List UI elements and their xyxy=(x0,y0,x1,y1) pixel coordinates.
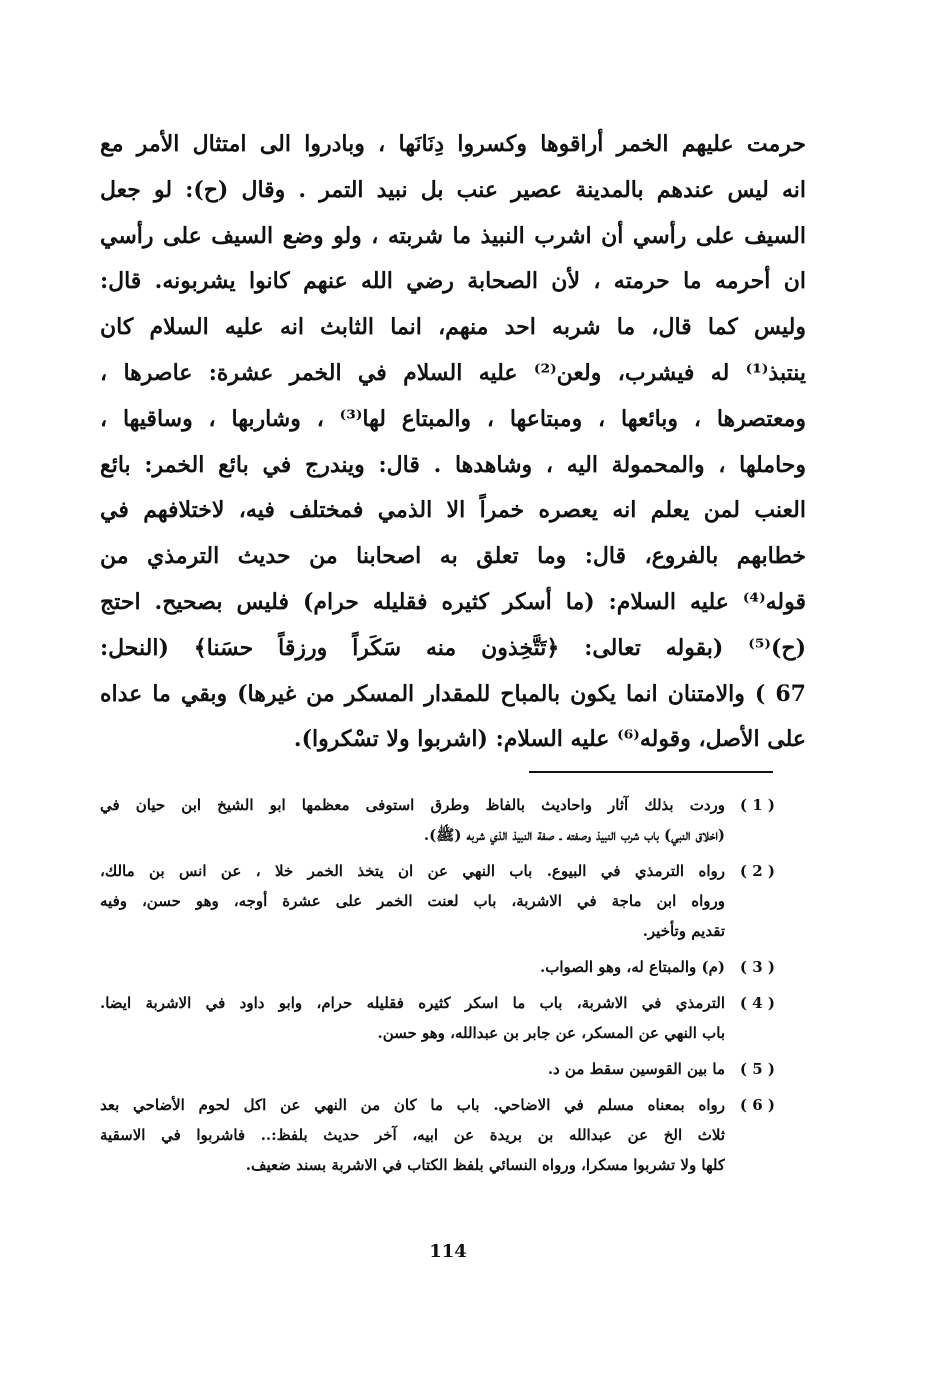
footnote-line: الترمذي في الاشربة، باب ما اسكر كثيره فقليله حرام، وابو داود في الاشربة ايضا. xyxy=(100,994,725,1012)
footnote-line: رواه الترمذي في البيوع. باب النهي عن ان يتخذ الخمر خلا ، عن انس بن مالك، xyxy=(100,862,725,880)
footnote-line: رواه بمعناه مسلم في الاضاحي. باب ما كان من النهي عن اكل لحوم الأضاحي بعد xyxy=(100,1096,725,1114)
footnote-line: (اخلاق النبي) باب شرب النبيذ وصفته ـ صفة النبيذ الذي شربه (ﷺ). xyxy=(423,826,725,844)
footnote-body xyxy=(100,790,725,850)
footnote-line: ما بين القوسين سقط من د. xyxy=(547,1060,725,1078)
footnote-number: ( 6 ) xyxy=(739,1096,775,1114)
main-text-line: 67 ) والامتنان انما يكون بالمباح للمقدار المسكر من غيرها) وبقي ما عداه xyxy=(100,680,806,707)
footnote-number: ( 2 ) xyxy=(739,862,775,880)
footnote-body xyxy=(100,856,725,946)
footnote-body xyxy=(100,1090,725,1180)
footnote-separator xyxy=(529,771,773,773)
footnote-body xyxy=(100,988,725,1048)
main-text-line: حرمت عليهم الخمر أراقوها وكسروا دِنَانَها ، وبادروا الى امتثال الأمر مع xyxy=(100,131,806,157)
main-text-line: وحاملها ، والمحمولة اليه ، وشاهدها . قال: ويندرج في بائع الخمر: بائع xyxy=(100,451,806,478)
footnote-number: ( 4 ) xyxy=(739,994,775,1012)
main-text-line: على الأصل، وقوله⁽⁶⁾ عليه السلام: (اشربوا ولا تسْكروا). xyxy=(293,726,806,753)
footnote-2 xyxy=(100,856,775,946)
main-text-line: انه ليس عندهم بالمدينة عصير عنب بل نبيد التمر . وقال (ح): لو جعل xyxy=(100,176,806,203)
main-text-line: ان أحرمه ما حرمته ، لأن الصحابة رضي الله عنهم كانوا يشربونه. قال: xyxy=(100,268,806,295)
main-text-line: وليس كما قال، ما شربه احد منهم، انما الثابث انه عليه السلام كان xyxy=(100,314,806,341)
footnote-line: ثلاث الخ عن عبدالله بن بريدة عن ابيه، آخر حديث بلفظ:.. فاشربوا في الاسقية xyxy=(100,1126,725,1144)
page-number: 114 xyxy=(429,1241,467,1262)
footnote-line: وردت بذلك آثار واحاديث بالفاظ وطرق استوفى معظمها ابو الشيخ ابن حيان في xyxy=(100,796,725,814)
main-text-line: خطابهم بالفروع، قال: وما تعلق به اصحابنا من حديث الترمذي من xyxy=(100,543,806,570)
footnote-5 xyxy=(100,1054,775,1084)
footnote-number: ( 5 ) xyxy=(739,1060,775,1078)
footnote-number: ( 3 ) xyxy=(739,958,775,976)
main-text-line: قوله⁽⁴⁾ عليه السلام: (ما أسكر كثيره فقليله حرام) فليس بصحيح. احتج xyxy=(100,588,806,615)
footnotes xyxy=(100,790,775,1186)
footnote-3 xyxy=(100,952,775,982)
footnote-line: ورواه ابن ماجة في الاشربة، باب لعنت الخمر على عشرة أوجه، وهو حسن، وفيه xyxy=(100,892,725,910)
footnote-body xyxy=(100,1054,725,1084)
footnote-line: باب النهي عن المسكر، عن جابر بن عبدالله، وهو حسن. xyxy=(377,1024,725,1042)
main-text-line: العنب لمن يعلم انه يعصره خمراً الا الذمي فمختلف فيه، لاختلافهم في xyxy=(100,497,806,524)
main-text-line: السيف على رأسي أن اشرب النبيذ ما شربته ، ولو وضع السيف على رأسي xyxy=(100,222,806,249)
footnote-4 xyxy=(100,988,775,1048)
footnote-line: تقديم وتأخير. xyxy=(642,922,725,940)
footnote-body xyxy=(100,952,725,982)
footnote-1 xyxy=(100,790,775,850)
footnote-number: ( 1 ) xyxy=(739,796,775,814)
main-text-line: (ح)⁽⁵⁾ (بقوله تعالى: ﴿تَتَّخِذون منه سَكَراً ورزقاً حسَنا﴾ (النحل: xyxy=(100,634,806,661)
main-text-line: ومعتصرها ، وبائعها ، ومبتاعها ، والمبتاع لها⁽³⁾ ، وشاربها ، وساقيها ، xyxy=(100,405,806,432)
footnote-6 xyxy=(100,1090,775,1180)
footnote-line: (م) والمبتاع له، وهو الصواب. xyxy=(540,958,725,976)
main-text xyxy=(100,122,806,763)
main-text-line: ينتبذ⁽¹⁾ له فيشرب، ولعن⁽²⁾ عليه السلام في الخمر عشرة: عاصرها ، xyxy=(100,359,806,386)
footnote-line: كلها ولا تشربوا مسكرا، ورواه النسائي بلفظ الكتاب في الاشربة بسند ضعيف. xyxy=(245,1156,725,1174)
